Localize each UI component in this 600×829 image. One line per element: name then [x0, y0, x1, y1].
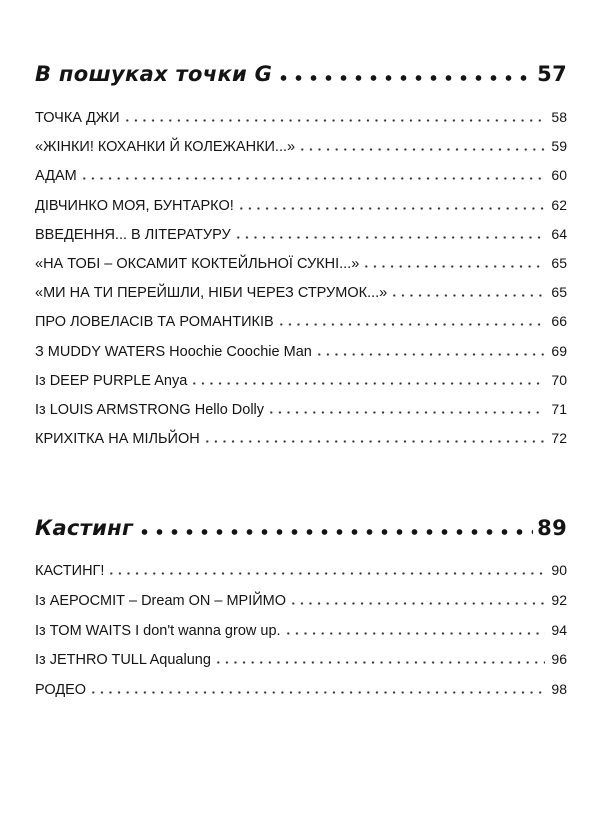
entry-title: АДАМ [35, 168, 77, 185]
toc-entry[interactable] [35, 226, 567, 255]
toc-section-1 [35, 62, 567, 459]
entry-page-number: 70 [551, 371, 567, 388]
entry-title: ВВЕДЕННЯ... В ЛІТЕРАТУРУ [35, 226, 231, 243]
section-title: В пошуках точки G [35, 62, 273, 86]
entry-title: З MUDDY WATERS Hoochie Coochie Man [35, 343, 312, 360]
entry-title: РОДЕО [35, 682, 87, 699]
toc-entry[interactable] [35, 138, 567, 167]
section-heading[interactable] [35, 516, 567, 556]
toc-entry[interactable] [35, 197, 567, 226]
entry-page-number: 66 [551, 313, 567, 330]
section-page-number: 89 [537, 516, 567, 540]
dot-leader [89, 691, 545, 694]
entry-page-number: 96 [551, 651, 567, 668]
toc-section-2 [35, 516, 567, 711]
entry-title: Із TOM WAITS I don't wanna grow up. [35, 622, 281, 639]
entry-page-number: 60 [551, 167, 567, 184]
section-title: Кастинг [35, 516, 134, 540]
dot-leader [390, 294, 545, 297]
section-page-number: 57 [537, 62, 567, 86]
dot-leader [203, 440, 546, 443]
section-heading[interactable] [35, 62, 567, 102]
entry-title: Із LOUIS ARMSTRONG Hello Dolly [35, 401, 265, 418]
entry-page-number: 59 [551, 138, 567, 155]
dot-leader [298, 148, 545, 151]
entry-page-number: 90 [551, 562, 567, 578]
entry-page-number: 92 [551, 591, 567, 608]
entry-title: Із JETHRO TULL Aqualung [35, 652, 211, 669]
entry-page-number: 65 [551, 254, 567, 271]
entry-title: Із DEEP PURPLE Anya [35, 372, 188, 389]
entry-page-number: 62 [551, 196, 567, 213]
toc-entry[interactable] [35, 313, 567, 342]
dot-leader [214, 661, 546, 664]
dot-leader [137, 529, 533, 535]
toc-entry[interactable] [35, 255, 567, 284]
dot-leader [107, 572, 545, 575]
toc-entry[interactable] [35, 651, 567, 681]
entry-page-number: 64 [551, 225, 567, 242]
entry-page-number: 58 [551, 109, 567, 125]
toc-entry-list [35, 109, 567, 459]
entry-page-number: 71 [551, 400, 567, 417]
dot-leader [277, 323, 546, 326]
entry-page-number: 69 [551, 342, 567, 359]
entry-page-number: 72 [551, 430, 567, 447]
dot-leader [315, 353, 546, 356]
entry-title: ТОЧКА ДЖИ [35, 110, 120, 126]
entry-title: Із АЕРОСМІТ – Dream ON – МРІЙМО [35, 592, 287, 609]
toc-entry[interactable] [35, 622, 567, 652]
entry-title: «МИ НА ТИ ПЕРЕЙШЛИ, НІБИ ЧЕРЕЗ СТРУМОК...» [35, 285, 388, 302]
dot-leader [80, 177, 546, 180]
dot-leader [190, 382, 545, 385]
toc-entry[interactable] [35, 109, 567, 138]
dot-leader [237, 207, 546, 210]
toc-entry[interactable] [35, 284, 567, 313]
entry-page-number: 98 [551, 681, 567, 698]
dot-leader [276, 75, 533, 81]
entry-page-number: 65 [551, 284, 567, 301]
toc-entry[interactable] [35, 372, 567, 401]
entry-page-number: 94 [551, 621, 567, 638]
entry-title: ДІВЧИНКО МОЯ, БУНТАРКО! [35, 197, 234, 214]
toc-entry[interactable] [35, 592, 567, 622]
toc-entry[interactable] [35, 681, 567, 711]
entry-title: КАСТИНГ! [35, 563, 105, 579]
entry-title: ПРО ЛОВЕЛАСІВ ТА РОМАНТИКІВ [35, 314, 274, 331]
entry-title: «НА ТОБІ – ОКСАМИТ КОКТЕЙЛЬНОЇ СУКНІ...» [35, 255, 360, 272]
toc-entry[interactable] [35, 401, 567, 430]
toc-entry-list [35, 562, 567, 711]
dot-leader [267, 411, 545, 414]
toc-entry[interactable] [35, 343, 567, 372]
entry-title: «ЖІНКИ! КОХАНКИ Й КОЛЕЖАНКИ...» [35, 139, 296, 156]
dot-leader [123, 119, 546, 122]
dot-leader [362, 265, 545, 268]
toc-entry[interactable] [35, 167, 567, 196]
dot-leader [284, 632, 546, 635]
entry-title: КРИХІТКА НА МІЛЬЙОН [35, 431, 200, 448]
dot-leader [289, 602, 545, 605]
toc-entry[interactable] [35, 562, 567, 592]
dot-leader [234, 236, 546, 239]
toc-entry[interactable] [35, 430, 567, 459]
